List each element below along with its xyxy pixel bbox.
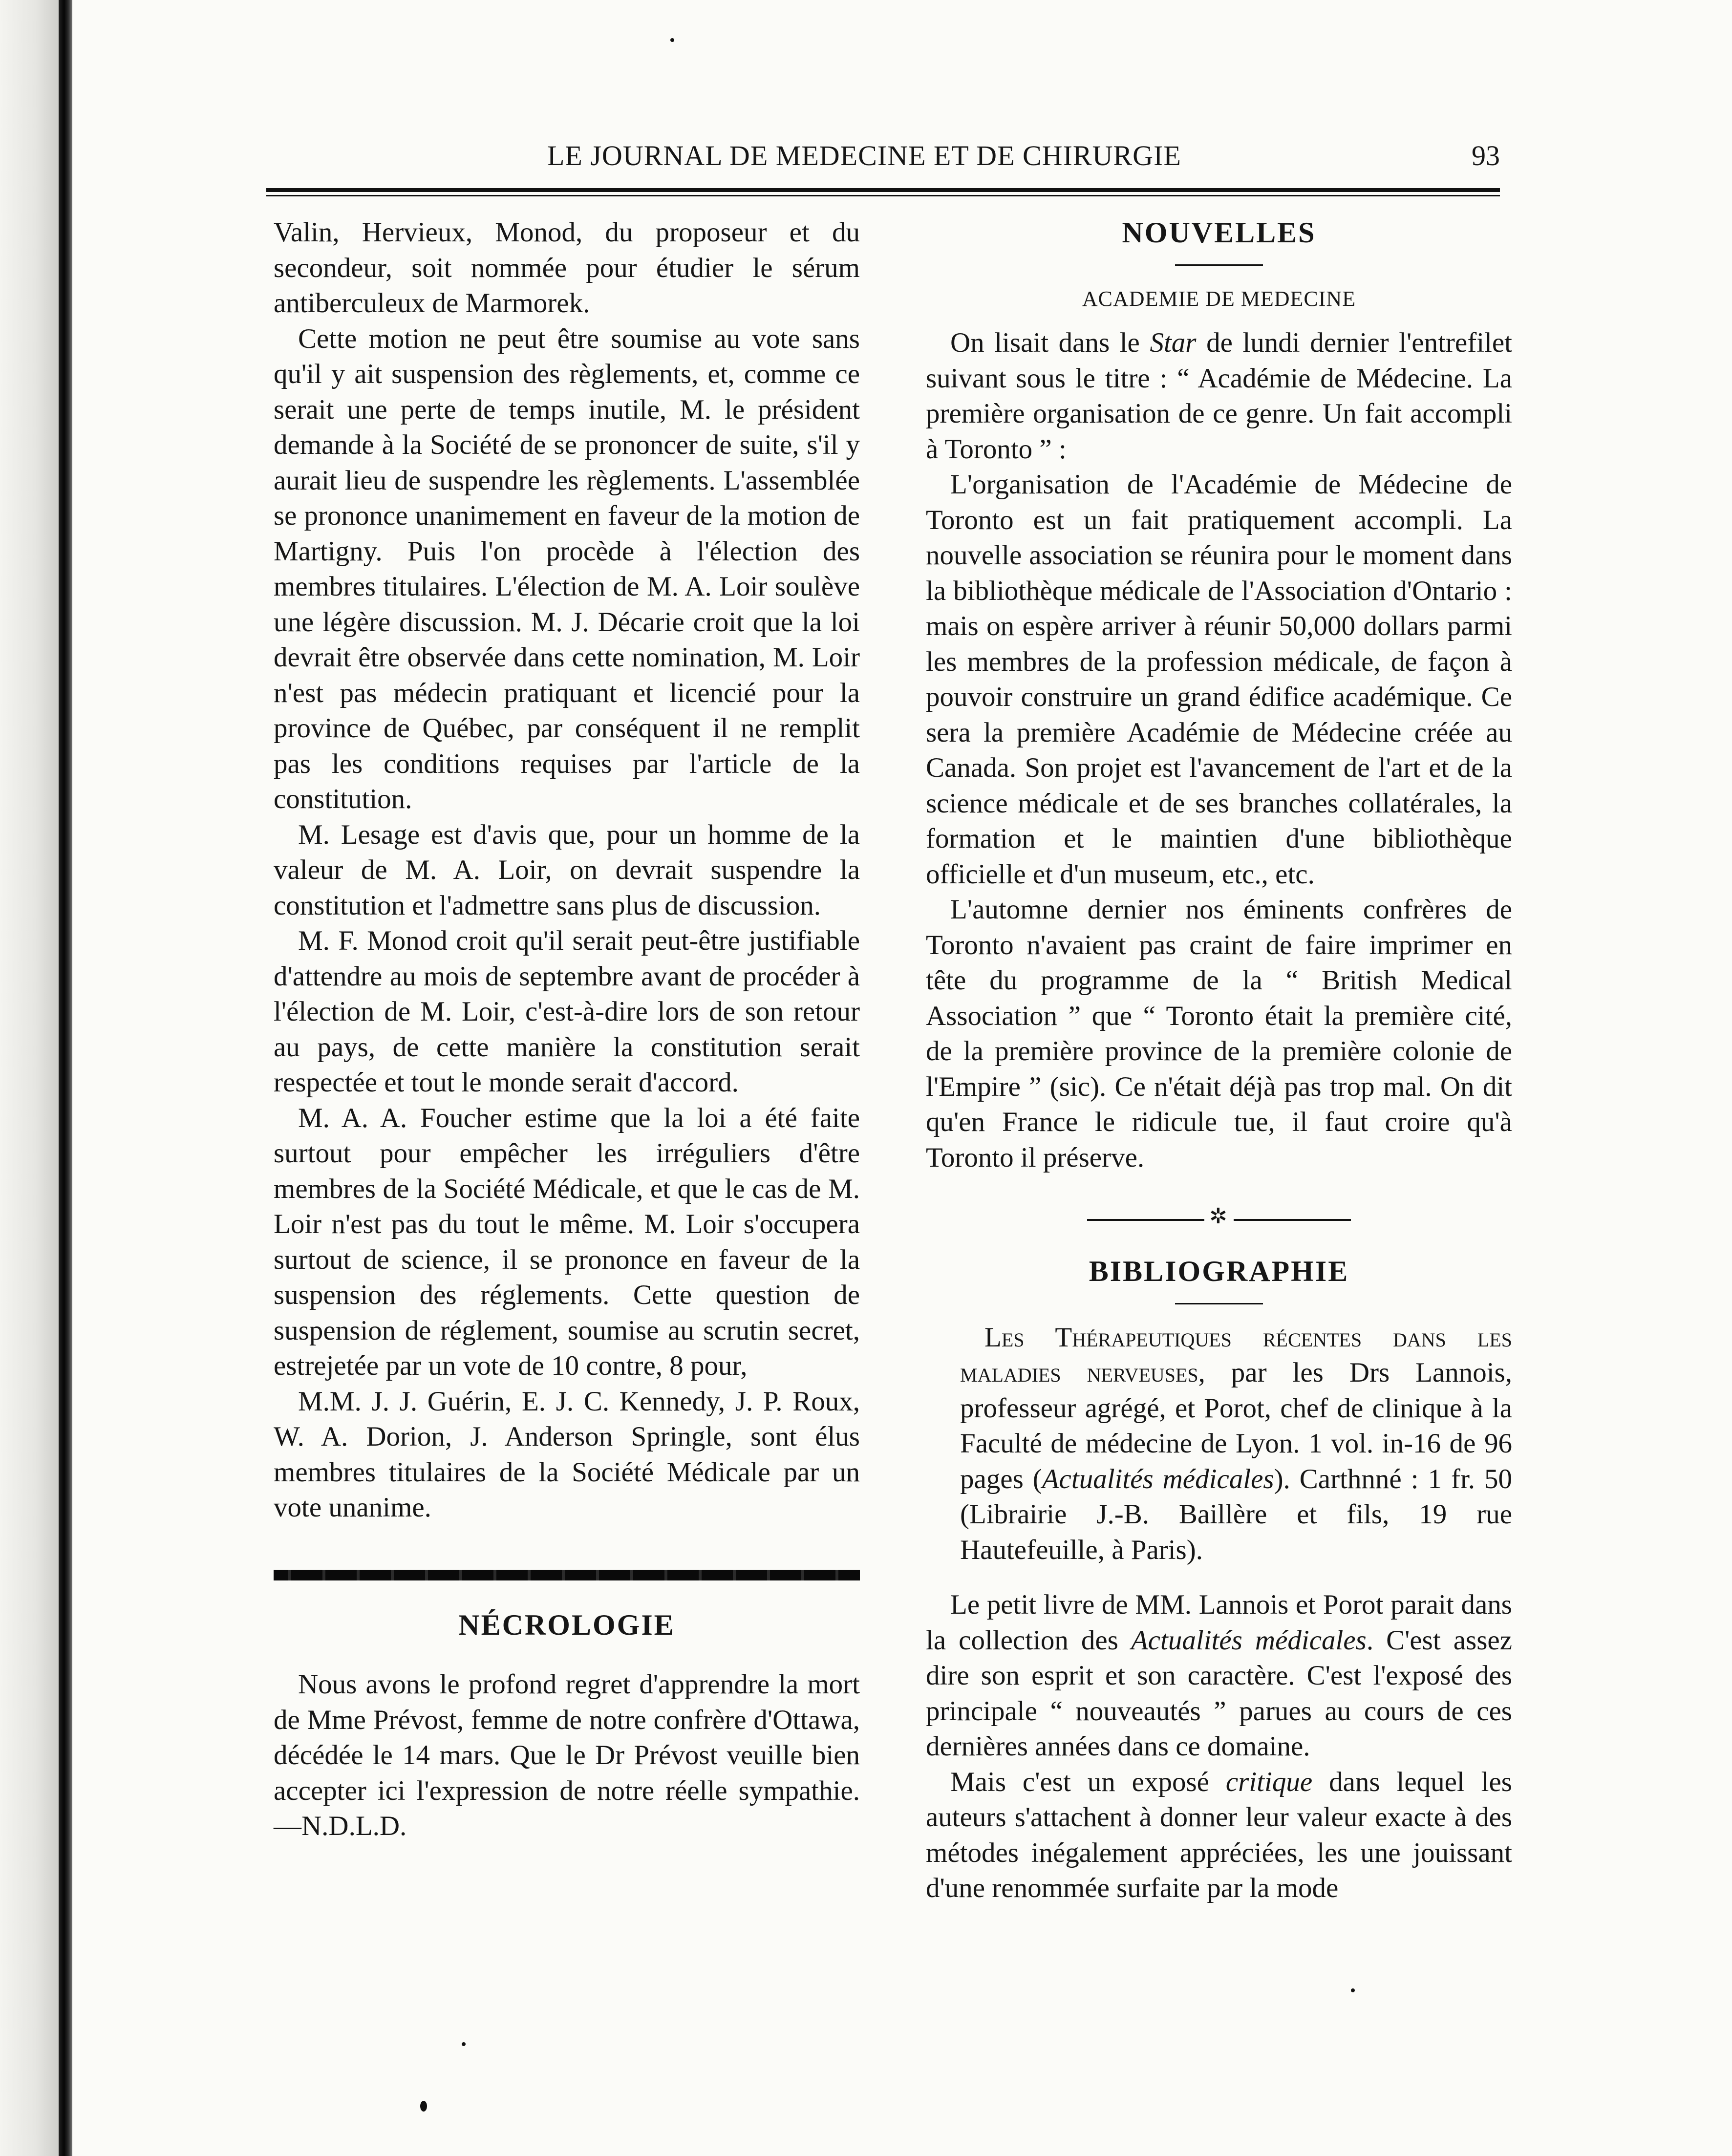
paragraph: On lisait dans le Star de lundi dernier l'entrefilet suivant sous le titre : “ Académie de Médecine. La première organisation de ce genre. Un fait accompli à Toronto ” : <box>926 327 1513 465</box>
left-column <box>274 215 860 1844</box>
page-number: 93 <box>1472 140 1500 171</box>
scan-margin <box>0 0 59 2156</box>
short-rule <box>1175 264 1263 266</box>
section-divider <box>274 1570 860 1580</box>
paragraph: L'organisation de l'Académie de Médecine de Toronto est un fait pratiquement accompli. La nouvelle association se réunira pour le moment dans la bibliothèque médicale de l'Association d'Ontario : mais on espère arriver à réunir 50,000 dollars parmi les membres de la profession médicale, de façon à pouvoir construire un grand édifice académique. Ce sera la première Académie de Médecine créée au Canada. Son projet est l'avancement de l'art et de la science médicale et de ses branches collatérales, la formation et le maintien d'une bibliothèque officielle et d'un museum, etc., etc. <box>926 469 1512 890</box>
subheading: ACADEMIE DE MEDECINE <box>1082 286 1356 311</box>
paragraph: M. Lesage est d'avis que, pour un homme de la valeur de M. A. Loir, on devrait suspendre la constitution et l'admettre sans plus de discussion. <box>274 819 860 921</box>
ornament-icon: ✲ <box>1209 1204 1227 1228</box>
paragraph: Le petit livre de MM. Lannois et Porot parait dans la collection des Actualités médicales. C'est assez dire son esprit et son caractère. C'est l'exposé des principale “ nouveautés ” parues au cours de ces dernières années dans ce domaine. <box>926 1589 1512 1762</box>
short-rule <box>1175 1303 1263 1304</box>
ink-speck <box>462 2042 466 2046</box>
ink-speck <box>670 38 674 42</box>
bibliography-entry: Les Thérapeutiques récentes dans les maladies nerveuses, par les Drs Lannois, professeur agrégé, et Porot, chef de clinique à la Faculté de médecine de Lyon. 1 vol. in-16 de 96 pages (Actualités médicales). Carthnné : 1 fr. 50 (Librairie J.-B. Baillère et fils, 19 rue Hautefeuille, à Paris). <box>960 1322 1512 1565</box>
header-rule <box>266 188 1500 196</box>
paragraph: Mais c'est un exposé critique dans lequel les auteurs s'attachent à donner leur valeur exacte à des métodes inégalement appréciées, les une jouissant d'une renommée surfaite par la mode <box>926 1766 1512 1903</box>
paragraph: Valin, Hervieux, Monod, du proposeur et du secondeur, soit nommée pour étudier le sérum antiberculeux de Marmorek. <box>274 217 860 319</box>
running-title: LE JOURNAL DE MEDECINE ET DE CHIRURGIE <box>547 140 1181 171</box>
paragraph: M.M. J. J. Guérin, E. J. C. Kennedy, J. P. Roux, W. A. Dorion, J. Anderson Springle, sont élus membres titulaires de la Société Médicale par un vote unanime. <box>274 1386 860 1523</box>
paragraph: M. F. Monod croit qu'il serait peut-être justifiable d'attendre au mois de septembre avant de procéder à l'élection de M. Loir, c'est-à-dire lors de son retour au pays, de cette manière la constitution serait respectée et tout le monde serait d'accord. <box>274 925 860 1098</box>
paragraph: Cette motion ne peut être soumise au vote sans qu'il y ait suspension des règlements, et, comme ce serait une perte de temps inutile, M. le président demande à la Société de se prononcer de suite, s'il y aurait lieu de suspendre les règlements. L'assemblée se prononce unanimement en faveur de la motion de Martigny. Puis l'on procède à l'élection des membres titulaires. L'élection de M. A. Loir soulève une légère discussion. M. J. Décarie croit que la loi devrait être observée dans cette nomination, M. Loir n'est pas médecin pratiquant et licencié pour la province de Québec, par conséquent il ne remplit pas les conditions requises par l'article de la constitution. <box>274 323 860 814</box>
section-title-nouvelles: NOUVELLES <box>1122 216 1316 249</box>
right-column <box>926 215 1512 1906</box>
section-title-bibliographie: BIBLIOGRAPHIE <box>1089 1255 1349 1287</box>
necrologie-text: Nous avons le profond regret d'apprendre la mort de Mme Prévost, femme de notre confrère d'Ottawa, décédée le 14 mars. Que le Dr Prévost veuille bien accepter ici l'expression de notre réelle sympathie.—N.D.L.D. <box>274 1669 860 1841</box>
page-header <box>266 139 1500 183</box>
section-title-necrologie: NÉCROLOGIE <box>458 1608 675 1641</box>
paragraph: M. A. A. Foucher estime que la loi a été faite surtout pour empêcher les irréguliers d'être membres de la Société Médicale, et que le cas de M. Loir n'est pas du tout le même. M. Loir s'occupera surtout de science, il se prononce en faveur de la suspension des réglements. Cette question de suspension de réglement, soumise au scrutin secret, estrejetée par un vote de 10 contre, 8 pour, <box>274 1102 860 1381</box>
ink-speck <box>1351 1988 1355 1992</box>
ornament-divider <box>1087 1204 1351 1229</box>
ink-speck <box>420 2101 427 2112</box>
binding-edge <box>59 0 72 2156</box>
paragraph: L'automne dernier nos éminents confrères de Toronto n'avaient pas craint de faire imprimer en tête du programme de la “ British Medical Association ” que “ Toronto était la première cité, de la première province de la première colonie de l'Empire ” (sic). Ce n'était déjà pas trop mal. On dit qu'en France le ridicule tue, il faut croire qu'à Toronto il préserve. <box>926 894 1512 1173</box>
